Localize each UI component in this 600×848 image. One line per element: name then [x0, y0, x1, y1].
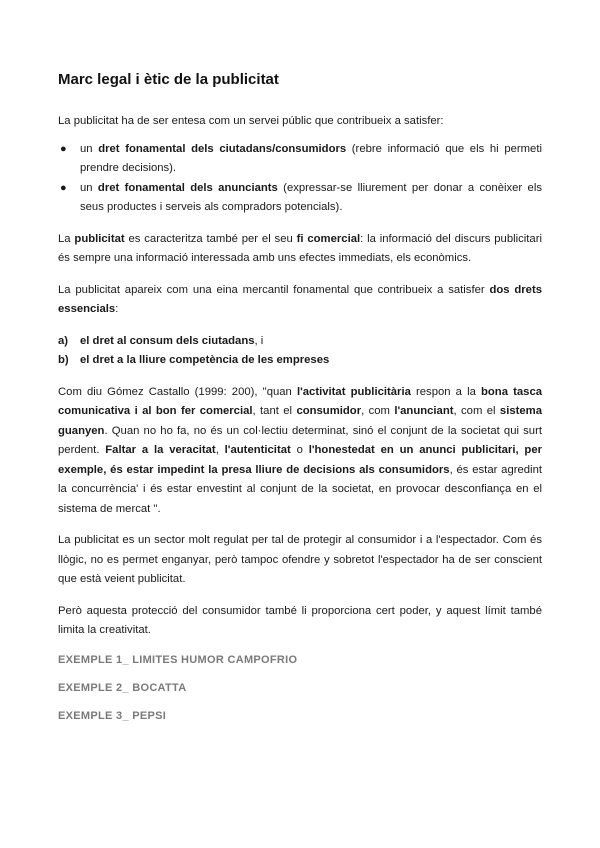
- text-run: respon a la: [410, 385, 481, 398]
- text-run: La publicitat apareix com una eina mercantil fonamental que contribueix a satisfer: [58, 283, 490, 296]
- example-heading-2: EXEMPLE 2_ BOCATTA: [58, 681, 187, 694]
- bullet-text: (rebre informació que els hi permeti prendre decisions).: [80, 142, 542, 174]
- bold-run: sistema guanyen: [58, 405, 542, 437]
- rights-item: [58, 332, 542, 352]
- rights-rest-text: , i: [254, 334, 264, 347]
- bold-run: consumidor: [296, 405, 362, 417]
- document-title: Marc legal i ètic de la publicitat: [58, 71, 279, 88]
- rights-bullet-list: [58, 140, 542, 218]
- bold-run: Faltar a la veracitat: [105, 444, 216, 456]
- regulation-paragraph: La publicitat es un sector molt regulat per tal de protegir al consumidor i a l'espectador. Com és llògic, no es permet enganyar, però tampoc ofendre y sobretot l'espectador ha de ser conscient que està veient publicitat.: [58, 534, 542, 585]
- bold-run: bona tasca comunicativa i al bon fer comercial: [58, 385, 543, 417]
- text-run: es caracteritza també per el seu: [124, 232, 297, 245]
- bullet-dot-icon: ●: [60, 142, 67, 155]
- quote-paragraph: [58, 383, 542, 520]
- bullet-text: un: [80, 142, 99, 155]
- creativity-paragraph: Però aquesta protecció del consumidor també li proporciona cert poder, y aquest límit també limita la creativitat.: [58, 604, 542, 636]
- bold-run: publicitat: [74, 232, 125, 245]
- bullet-item: [58, 179, 542, 218]
- bullet-bold-text: dret fonamental dels anunciants: [97, 181, 278, 194]
- essential-rights-paragraph: [58, 281, 542, 320]
- text-run: : la informació del discurs publicitari és sempre una informació interessada amb uns efectes immediats, els econòmics.: [58, 232, 542, 264]
- text-run: , com: [361, 405, 395, 417]
- text-run: , com el: [453, 405, 500, 417]
- list-marker: a): [58, 334, 69, 347]
- bullet-bold-text: dret fonamental dels ciutadans/consumidors: [98, 142, 347, 155]
- example-heading-3: EXEMPLE 3_ PEPSI: [58, 709, 167, 722]
- text-run: , tant el: [252, 405, 297, 417]
- essential-rights-list: [58, 332, 542, 371]
- text-run: La: [58, 232, 75, 245]
- bold-run: fi comercial: [296, 232, 361, 245]
- bullet-text: un: [80, 181, 98, 194]
- bold-run: dos drets essencials: [58, 283, 542, 315]
- rights-item: [58, 351, 542, 371]
- bold-run: l'activitat publicitària: [296, 385, 411, 398]
- text-run: , és estar agredint la concurrència' i és estar envestint al conjunt de la societat, en provocar desconfiança en el sistema de mercat ".: [58, 463, 542, 515]
- text-run: o: [290, 444, 309, 456]
- intro-paragraph: La publicitat ha de ser entesa com un servei públic que contribueix a satisfer:: [58, 115, 444, 127]
- example-heading-1: EXEMPLE 1_ LIMITES HUMOR CAMPOFRIO: [58, 653, 298, 666]
- text-run: :: [115, 303, 119, 315]
- rights-bold-text: el dret a la lliure competència de les empreses: [80, 354, 330, 366]
- rights-bold-text: el dret al consum dels ciutadans: [80, 334, 255, 347]
- bullet-item: [58, 140, 542, 179]
- document-page: [58, 70, 542, 737]
- bullet-dot-icon: ●: [60, 181, 67, 194]
- bold-run: l'anunciant: [394, 405, 454, 417]
- bold-run: l'autenticitat: [224, 444, 291, 456]
- text-run: . Quan no ho fa, no és un col·lectiu determinat, sinó el conjunt de la societat qui surt perdent.: [58, 424, 542, 456]
- bullet-text: (expressar-se lliurement per donar a conèixer els seus productes i serveis als compradors potencials).: [80, 181, 542, 213]
- bold-run: l'honestedat en un anunci publicitari, per exemple, és estar impedint la presa lliure de decisions als consumidors: [58, 444, 542, 476]
- list-marker: b): [58, 354, 69, 366]
- text-run: ,: [215, 444, 225, 456]
- text-run: Com diu Gómez Castallo (1999: 200), "quan: [58, 385, 297, 398]
- commercial-purpose-paragraph: [58, 230, 542, 269]
